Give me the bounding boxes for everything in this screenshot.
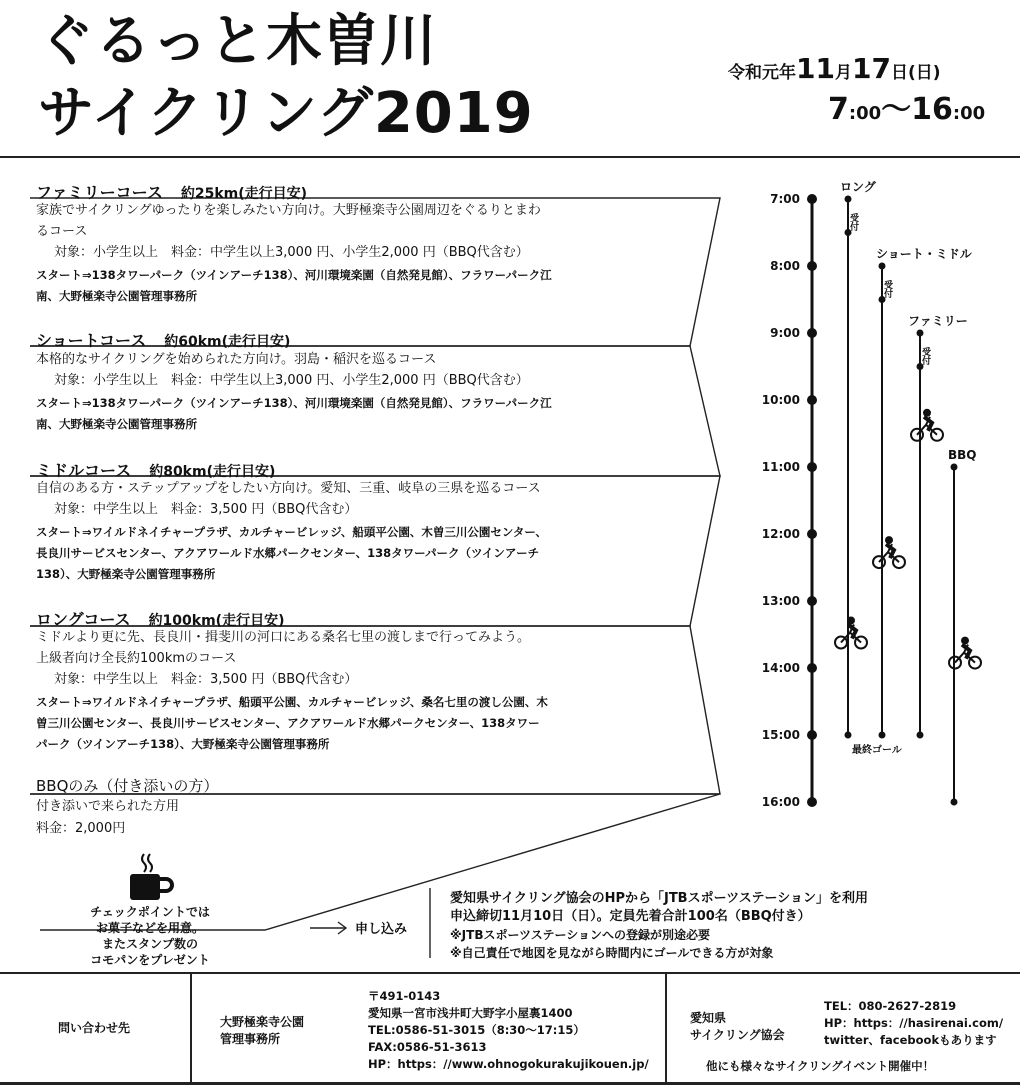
- org1-address: 愛知県一宮市浅井町大野字小屋裏1400: [368, 1006, 573, 1020]
- date-prefix: 令和元年: [728, 63, 796, 83]
- checkpoint-note-line: お菓子などを用意。: [95, 921, 204, 935]
- reception-label: 受付: [882, 280, 892, 298]
- track-end-dot: [879, 732, 886, 739]
- long-desc-1: ミドルより更に先、長良川・揖斐川の河口にある桑名七里の渡しまで行ってみよう。: [36, 630, 531, 645]
- family-desc-2: るコース: [36, 224, 88, 239]
- family-route-2: 南、大野極楽寺公園管理事務所: [36, 289, 197, 303]
- footer-separator: [665, 974, 667, 1082]
- footer-separator: [190, 974, 192, 1082]
- org2-tel: TEL：080-2627-2819: [824, 999, 957, 1013]
- apply-details: [450, 890, 868, 962]
- short-course-distance: 約60km(走行目安): [164, 334, 291, 350]
- reception-label: 受付: [848, 213, 858, 231]
- hour-dot: [807, 261, 817, 271]
- long-route-1: スタート⇒ワイルドネイチャープラザ、船頭平公園、カルチャービレッジ、桑名七里の渡し公園、木: [36, 695, 548, 709]
- time-start-min: :00: [848, 103, 882, 124]
- middle-route-2: 長良川サービスセンター、アクアワールド水郷パークセンター、138タワーパーク（ツインアーチ: [36, 546, 540, 560]
- org1-website-link[interactable]: HP：https：//www.ohnogokurakujikouen.jp/: [368, 1057, 649, 1071]
- track-name: BBQ: [948, 448, 977, 462]
- cyclist-short-middle-icon: [873, 536, 905, 568]
- hour-dot: [807, 730, 817, 740]
- org1-details: [368, 988, 649, 1073]
- hour-dot: [807, 797, 817, 807]
- hour-label: 7:00: [770, 192, 800, 206]
- hour-dot: [807, 663, 817, 673]
- short-route-1: スタート⇒138タワーパーク（ツインアーチ138）、河川環境楽園（自然発見館）、フラワーパーク江: [36, 396, 552, 410]
- track-name: ロング: [840, 180, 876, 194]
- apply-line: 愛知県サイクリング協会のHPから「JTBスポーツステーション」を利用: [450, 891, 869, 906]
- family-desc-1: 家族でサイクリングゆったりを楽しみたい方向け。大野極楽寺公園周辺をぐるりとまわ: [36, 203, 541, 218]
- hour-dot: [807, 462, 817, 472]
- family-course-name: ファミリーコース: [36, 183, 163, 202]
- date-weekday: (日): [907, 63, 941, 83]
- apply-line: ※自己責任で地図を見ながら時間内にゴールできる方が対象: [450, 946, 774, 960]
- track-end-dot: [845, 732, 852, 739]
- time-end-min: :00: [952, 103, 986, 124]
- long-route-3: パーク（ツインアーチ138）、大野極楽寺公園管理事務所: [36, 737, 330, 751]
- reception-label: 受付: [920, 347, 930, 365]
- org2-website-link[interactable]: HP：https：//hasirenai.com/: [824, 1016, 1004, 1030]
- middle-route-1: スタート⇒ワイルドネイチャープラザ、カルチャービレッジ、船頭平公園、木曽三川公園センター、: [36, 525, 547, 539]
- track-name: ファミリー: [908, 314, 968, 328]
- middle-target: 対象：中学生以上 料金：3,500 円（BBQ代含む）: [54, 502, 358, 517]
- org2-name-line: サイクリング協会: [690, 1028, 785, 1042]
- org2-details: [824, 998, 1003, 1049]
- contact-label: 問い合わせ先: [58, 1021, 131, 1035]
- event-title-line2: サイクリング2019: [38, 81, 534, 146]
- apply-line: ※JTBスポーツステーションへの登録が別途必要: [450, 928, 711, 942]
- track-name: ショート・ミドル: [876, 247, 972, 261]
- hour-label: 15:00: [761, 728, 800, 742]
- long-desc-2: 上級者向け全長約100kmのコース: [36, 651, 237, 666]
- org2-name-line: 愛知県: [690, 1011, 727, 1025]
- hour-dot: [807, 529, 817, 539]
- track-start-dot: [917, 330, 924, 337]
- org2-name: [690, 1010, 785, 1044]
- event-title-line1: ぐるっと木曽川: [38, 9, 437, 74]
- org1-fax: FAX:0586-51-3613: [368, 1040, 487, 1054]
- hour-label: 16:00: [761, 795, 800, 809]
- track-start-dot: [845, 196, 852, 203]
- long-target: 対象：中学生以上 料金：3,500 円（BBQ代含む）: [54, 672, 358, 687]
- family-target: 対象：小学生以上 料金：中学生以上3,000 円、小学生2,000 円（BBQ代含む）: [54, 245, 529, 260]
- cyclist-family-icon: [911, 409, 943, 441]
- short-course-name: ショートコース: [36, 331, 147, 350]
- hour-label: 11:00: [761, 460, 800, 474]
- family-course-distance: 約25km(走行目安): [180, 186, 308, 202]
- family-route-1: スタート⇒138タワーパーク（ツインアーチ138）、河川環境楽園（自然発見館）、フラワーパーク江: [36, 268, 552, 282]
- hour-label: 10:00: [761, 393, 800, 407]
- track-end-dot: [917, 732, 924, 739]
- long-course-distance: 約100km(走行目安): [148, 613, 285, 629]
- middle-course-name: ミドルコース: [36, 461, 132, 480]
- date-month: 11: [796, 52, 835, 85]
- short-course-heading: [36, 328, 290, 351]
- org1-tel: TEL:0586-51-3015（8:30〜17:15）: [368, 1023, 585, 1037]
- final-goal-label: 最終ゴール: [852, 745, 902, 756]
- footer-bottom-divider: [0, 1082, 1020, 1085]
- short-target: 対象：小学生以上 料金：中学生以上3,000 円、小学生2,000 円（BBQ代含む）: [54, 373, 529, 388]
- org1-name: [220, 1014, 304, 1048]
- date-day-unit: 日: [890, 63, 908, 83]
- checkpoint-note: [60, 904, 240, 968]
- hour-label: 9:00: [770, 326, 800, 340]
- hour-dot: [807, 194, 817, 204]
- bbq-desc: 付き添いで来られた方用: [36, 799, 180, 814]
- bbq-fee: 料金：2,000円: [36, 821, 126, 836]
- org2-social: twitter、facebookもあります: [824, 1033, 997, 1047]
- short-route-2: 南、大野極楽寺公園管理事務所: [36, 417, 197, 431]
- org1-postal: 〒491-0143: [368, 989, 441, 1003]
- checkpoint-note-line: チェックポイントでは: [90, 905, 210, 919]
- long-route-2: 曽三川公園センター、長良川サービスセンター、アクアワールド水郷パークセンター、138タワー: [36, 716, 540, 730]
- checkpoint-note-line: コモパンをプレゼント: [90, 953, 210, 967]
- apply-line: 申込締切11月10日（日）。定員先着合計100名（BBQ付き）: [450, 909, 811, 924]
- apply-label: 申し込み: [355, 922, 408, 937]
- short-desc-1: 本格的なサイクリングを始められた方向け。羽島・稲沢を巡るコース: [36, 352, 437, 367]
- coffee-cup-icon: [122, 852, 178, 904]
- time-start-hour: 7: [828, 92, 849, 127]
- hour-label: 12:00: [761, 527, 800, 541]
- hour-dot: [807, 328, 817, 338]
- checkpoint-note-line: またスタンプ数の: [101, 937, 198, 951]
- long-course-name: ロングコース: [36, 610, 131, 629]
- bbq-heading: BBQのみ（付き添いの方）: [36, 777, 219, 795]
- schedule-timeline: [740, 175, 1020, 825]
- time-separator: 〜: [881, 92, 912, 127]
- hour-label: 13:00: [761, 594, 800, 608]
- org2-note: 他にも様々なサイクリングイベント開催中！: [706, 1059, 935, 1073]
- cyclist-long-icon: [835, 617, 867, 649]
- hour-label: 8:00: [770, 259, 800, 273]
- hour-dot: [807, 395, 817, 405]
- middle-desc-1: 自信のある方・ステップアップをしたい方向け。愛知、三重、岐阜の三県を巡るコース: [36, 481, 541, 496]
- middle-route-3: 138）、大野極楽寺公園管理事務所: [36, 567, 216, 581]
- org1-name-line: 大野極楽寺公園: [220, 1015, 305, 1029]
- footer-top-divider: [0, 972, 1020, 974]
- track-start-dot: [951, 464, 958, 471]
- track-end-dot: [951, 799, 958, 806]
- hour-label: 14:00: [761, 661, 800, 675]
- date-month-unit: 月: [834, 63, 852, 83]
- track-start-dot: [879, 263, 886, 270]
- hour-dot: [807, 596, 817, 606]
- middle-course-distance: 約80km(走行目安): [149, 464, 276, 480]
- org1-name-line: 管理事務所: [220, 1032, 281, 1046]
- date-day: 17: [851, 52, 891, 85]
- time-end-hour: 16: [911, 92, 953, 127]
